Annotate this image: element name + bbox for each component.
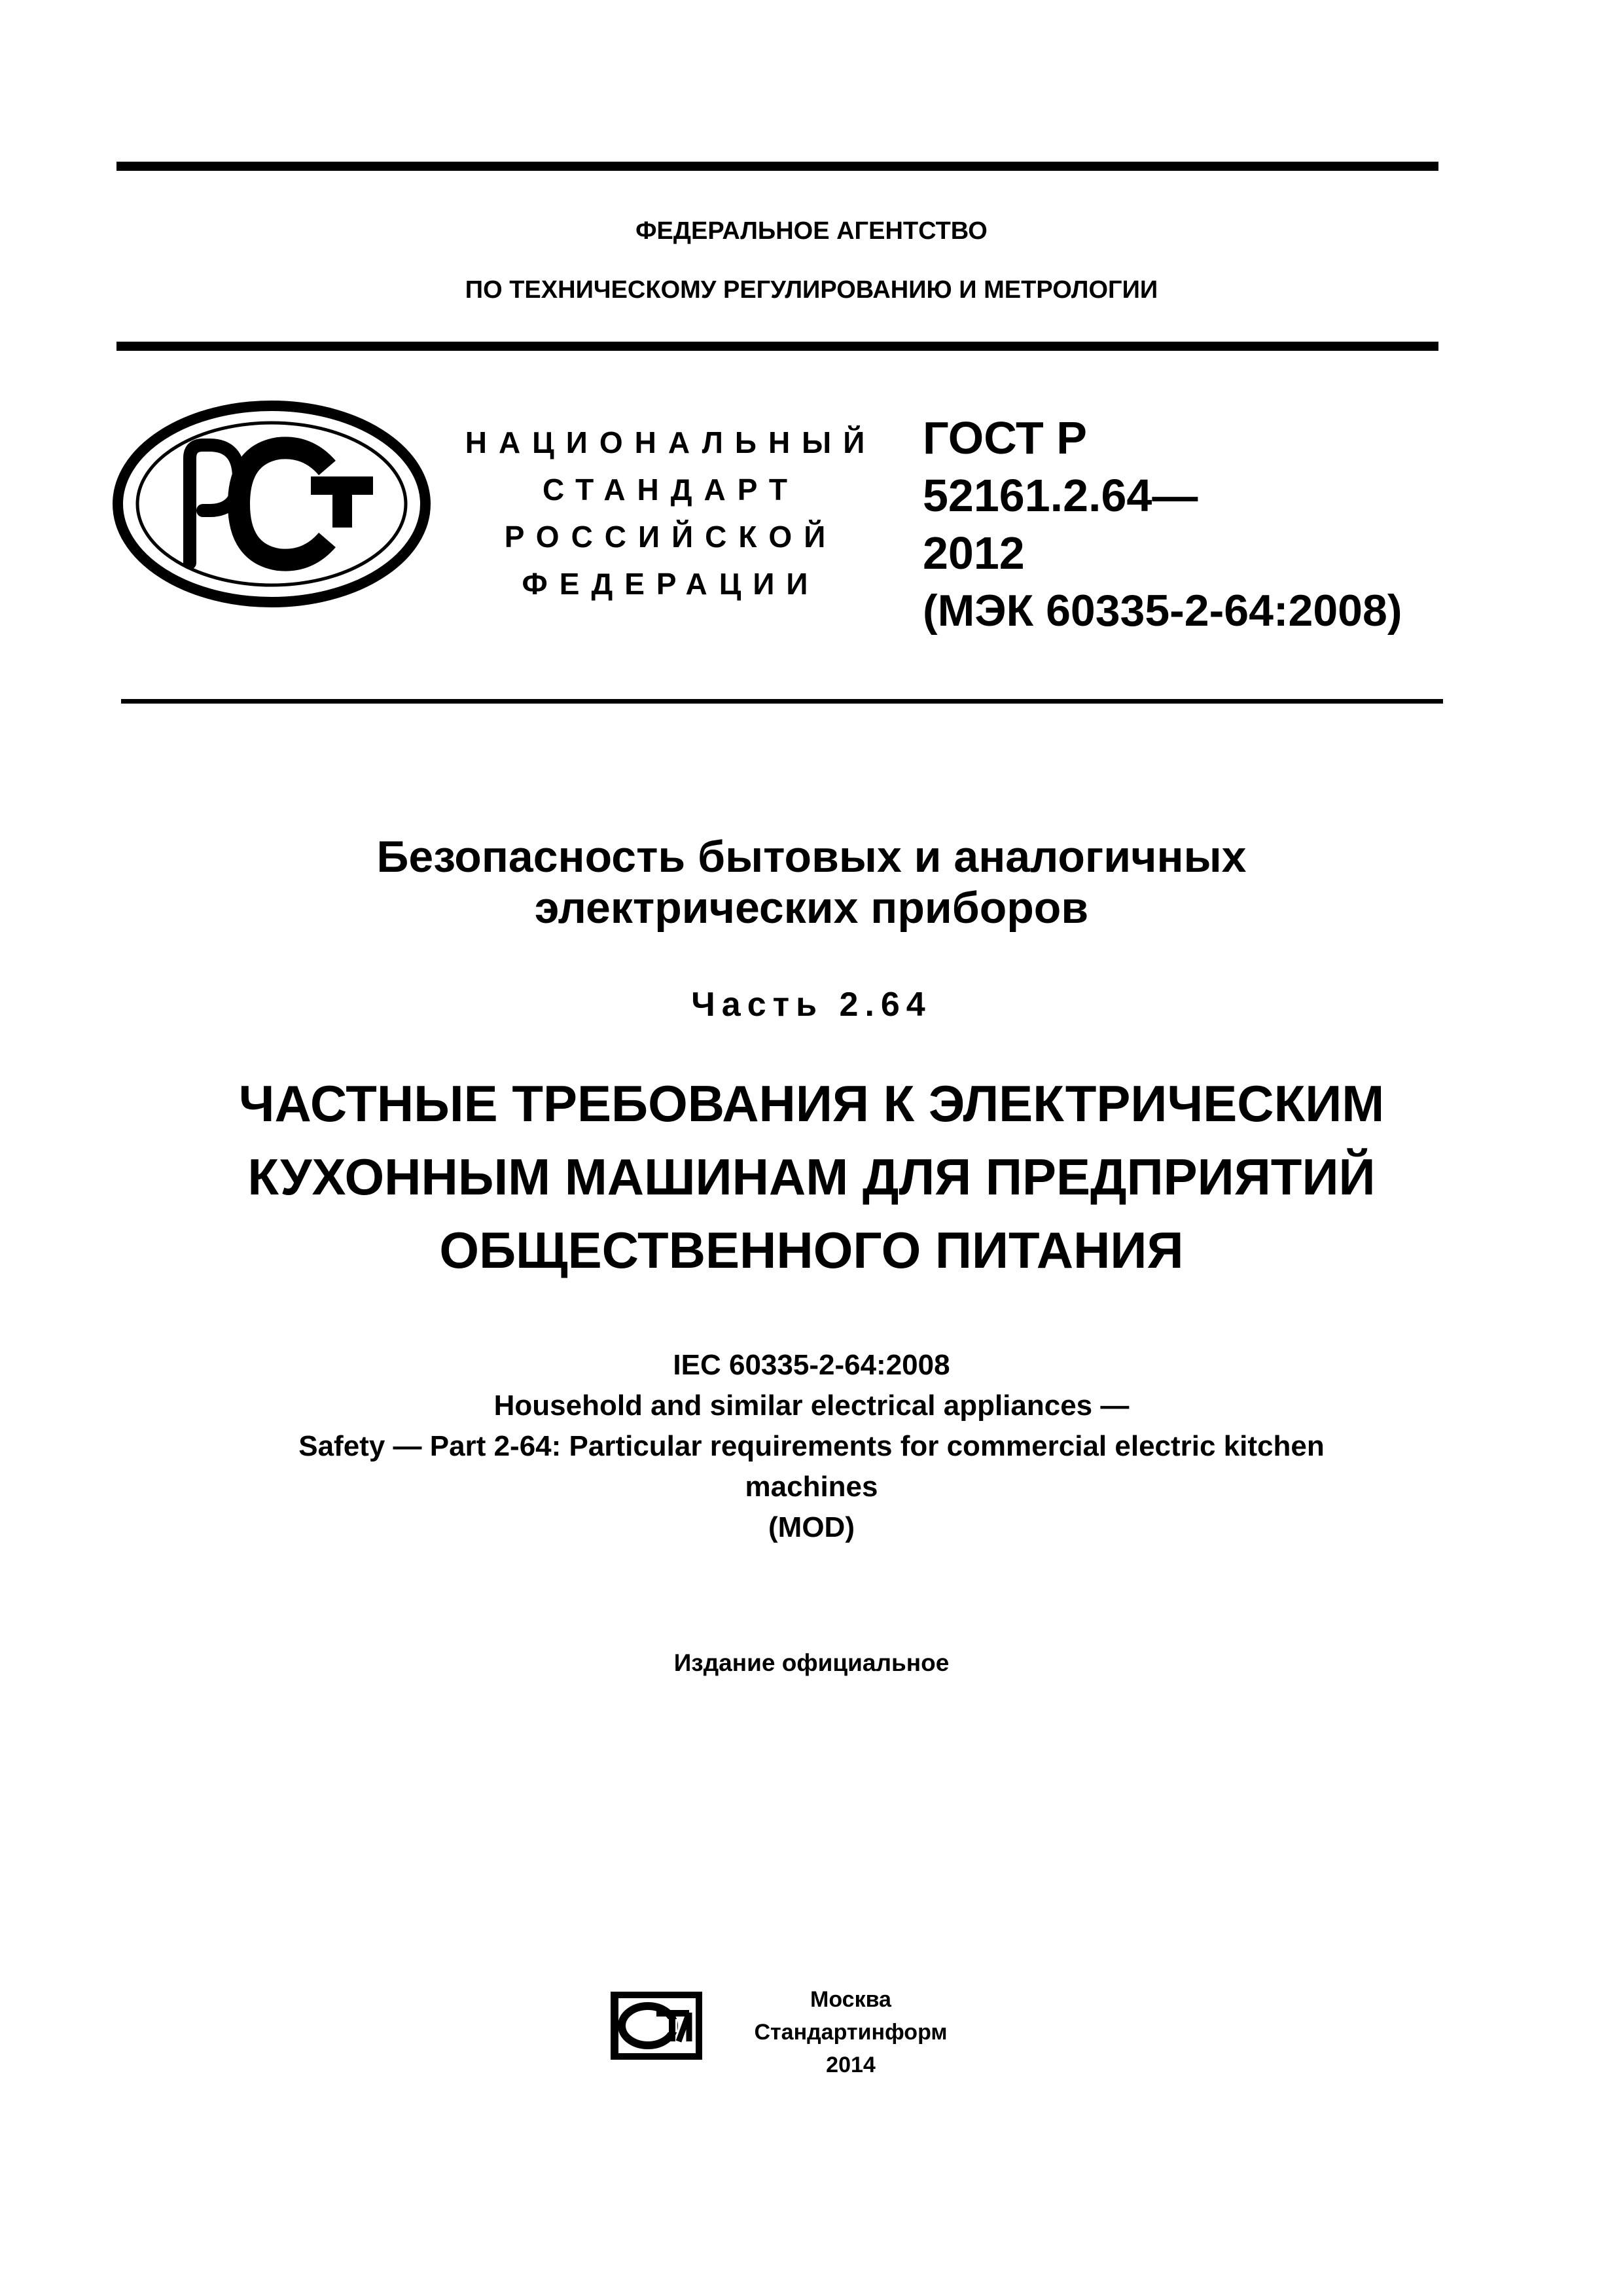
sti-logo-icon <box>605 1986 707 2065</box>
national-standard-label <box>461 419 880 607</box>
top-rule <box>116 162 1438 171</box>
iec-line-5: (MOD) <box>768 1511 855 1543</box>
agency-header <box>0 202 1623 319</box>
natstd-line-4: ФЕДЕРАЦИИ <box>522 567 820 601</box>
iec-line-2: Household and similar electrical appliances — <box>493 1390 1130 1422</box>
subtitle-line-1: ЧАСТНЫЕ ТРЕБОВАНИЯ К ЭЛЕКТРИЧЕСКИМ <box>238 1075 1385 1132</box>
subtitle-line-2: КУХОННЫМ МАШИНАМ ДЛЯ ПРЕДПРИЯТИЙ <box>247 1148 1376 1206</box>
gost-line-1: ГОСТ Р <box>923 412 1087 463</box>
agency-line-2: ПО ТЕХНИЧЕСКОМУ РЕГУЛИРОВАНИЮ И МЕТРОЛОГИИ <box>465 276 1158 304</box>
gost-designation <box>923 409 1402 639</box>
sti-logo <box>605 1986 707 2068</box>
publisher-name: Стандартинформ <box>754 2020 948 2045</box>
designation-rule <box>121 699 1443 704</box>
gost-line-2: 52161.2.64— <box>923 470 1198 521</box>
agency-line-1: ФЕДЕРАЛЬНОЕ АГЕНТСТВО <box>635 217 988 245</box>
publisher-year: 2014 <box>826 2053 876 2077</box>
iec-line-1: IEC 60335-2-64:2008 <box>673 1349 950 1381</box>
publisher-info <box>736 1983 965 2081</box>
natstd-line-1: НАЦИОНАЛЬНЫЙ <box>465 425 877 459</box>
gost-line-3: 2012 <box>923 528 1025 579</box>
iec-reference <box>0 1345 1623 1548</box>
title-line-2: электрических приборов <box>534 883 1089 933</box>
document-title <box>0 831 1623 933</box>
iec-line-4: machines <box>745 1471 878 1503</box>
subtitle-line-3: ОБЩЕСТВЕННОГО ПИТАНИЯ <box>439 1221 1184 1279</box>
gost-line-4: (МЭК 60335-2-64:2008) <box>923 586 1402 636</box>
header-rule <box>116 342 1438 351</box>
rst-logo <box>111 399 432 612</box>
document-subtitle <box>0 1067 1623 1287</box>
iec-line-3: Safety — Part 2-64: Particular requirements for commercial electric kitchen <box>298 1430 1325 1462</box>
natstd-line-3: РОССИЙСКОЙ <box>504 520 838 554</box>
edition-label: Издание официальное <box>673 1649 950 1676</box>
natstd-line-2: СТАНДАРТ <box>543 473 799 507</box>
publisher-city: Москва <box>810 1987 891 2012</box>
part-number: Часть 2.64 <box>691 986 932 1024</box>
rst-logo-icon <box>111 399 432 609</box>
title-line-1: Безопасность бытовых и аналогичных <box>376 832 1247 882</box>
